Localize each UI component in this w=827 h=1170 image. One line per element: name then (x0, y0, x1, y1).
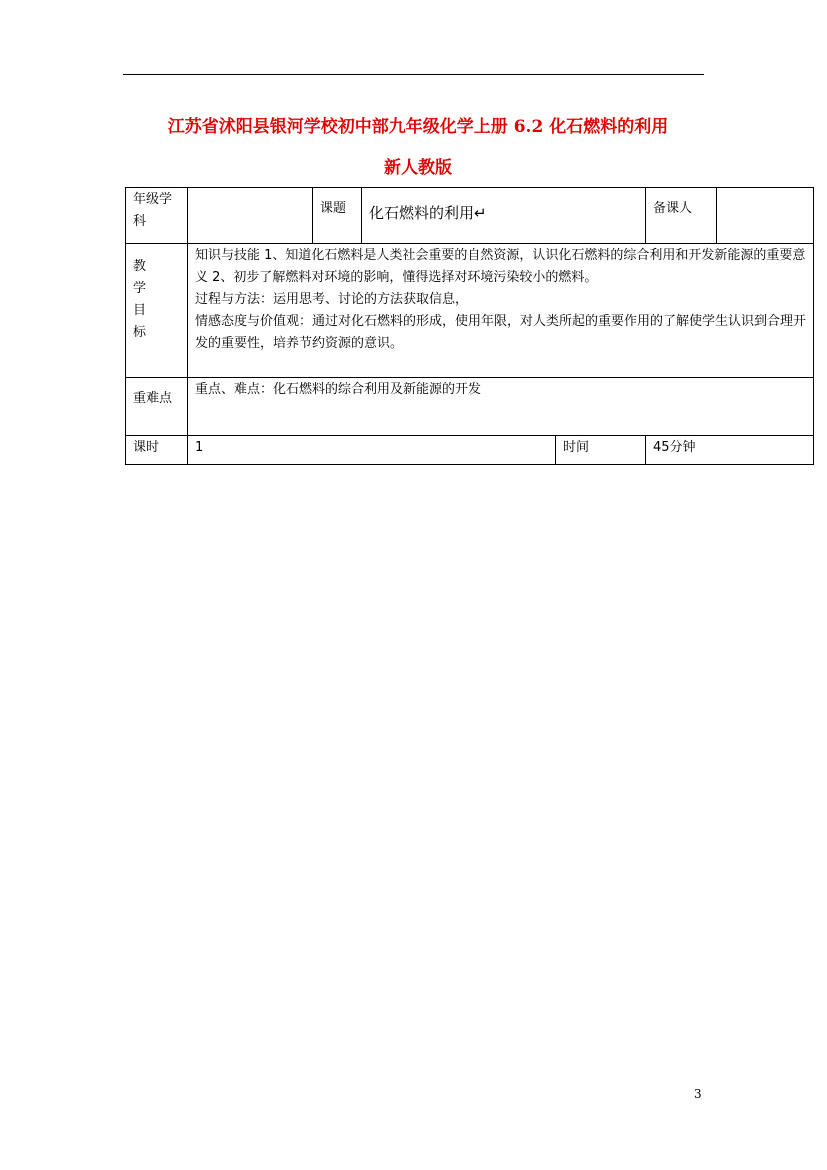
table-row (126, 436, 814, 465)
page-number: 3 (694, 1087, 702, 1101)
table-row (126, 378, 814, 436)
time-value: 45分钟 (646, 436, 814, 465)
table-row (126, 188, 814, 244)
grade-subject-value (188, 188, 313, 244)
preparer-value (717, 188, 814, 244)
key-points-value: 重点、难点：化石燃料的综合利用及新能源的开发 (188, 378, 814, 436)
lesson-plan-table (125, 187, 814, 465)
document-subtitle: 新人教版 (384, 158, 452, 178)
document-title: 江苏省沭阳县银河学校初中部九年级化学上册 6.2 化石燃料的利用 (167, 117, 669, 137)
grade-subject-label: 年级学科 (126, 188, 188, 244)
goal-process: 过程与方法：运用思考、讨论的方法获取信息， (195, 292, 469, 307)
time-label: 时间 (556, 436, 646, 465)
periods-label: 课时 (126, 436, 188, 465)
periods-value: 1 (188, 436, 556, 465)
preparer-label: 备课人 (646, 188, 717, 244)
goal-attitude: 情感态度与价值观：通过对化石燃料的形成，使用年限，对人类所起的重要作用的了解使学生认识到合理开发的重要性，培养节约资源的意识。 (195, 314, 807, 351)
goals-content (188, 244, 814, 378)
goals-label: 教 学 目 标 (126, 244, 188, 378)
goal-knowledge: 知识与技能 1、知道化石燃料是人类社会重要的自然资源，认识化石燃料的综合利用和开发新能源的重要意义 2、初步了解燃料对环境的影响，懂得选择对环境污染较小的燃料。 (195, 248, 806, 285)
table-row (126, 244, 814, 378)
key-points-label: 重难点 (126, 378, 188, 436)
topic-label: 课题 (313, 188, 362, 244)
topic-value: 化石燃料的利用↵ (362, 188, 646, 244)
header-rule (123, 74, 704, 75)
